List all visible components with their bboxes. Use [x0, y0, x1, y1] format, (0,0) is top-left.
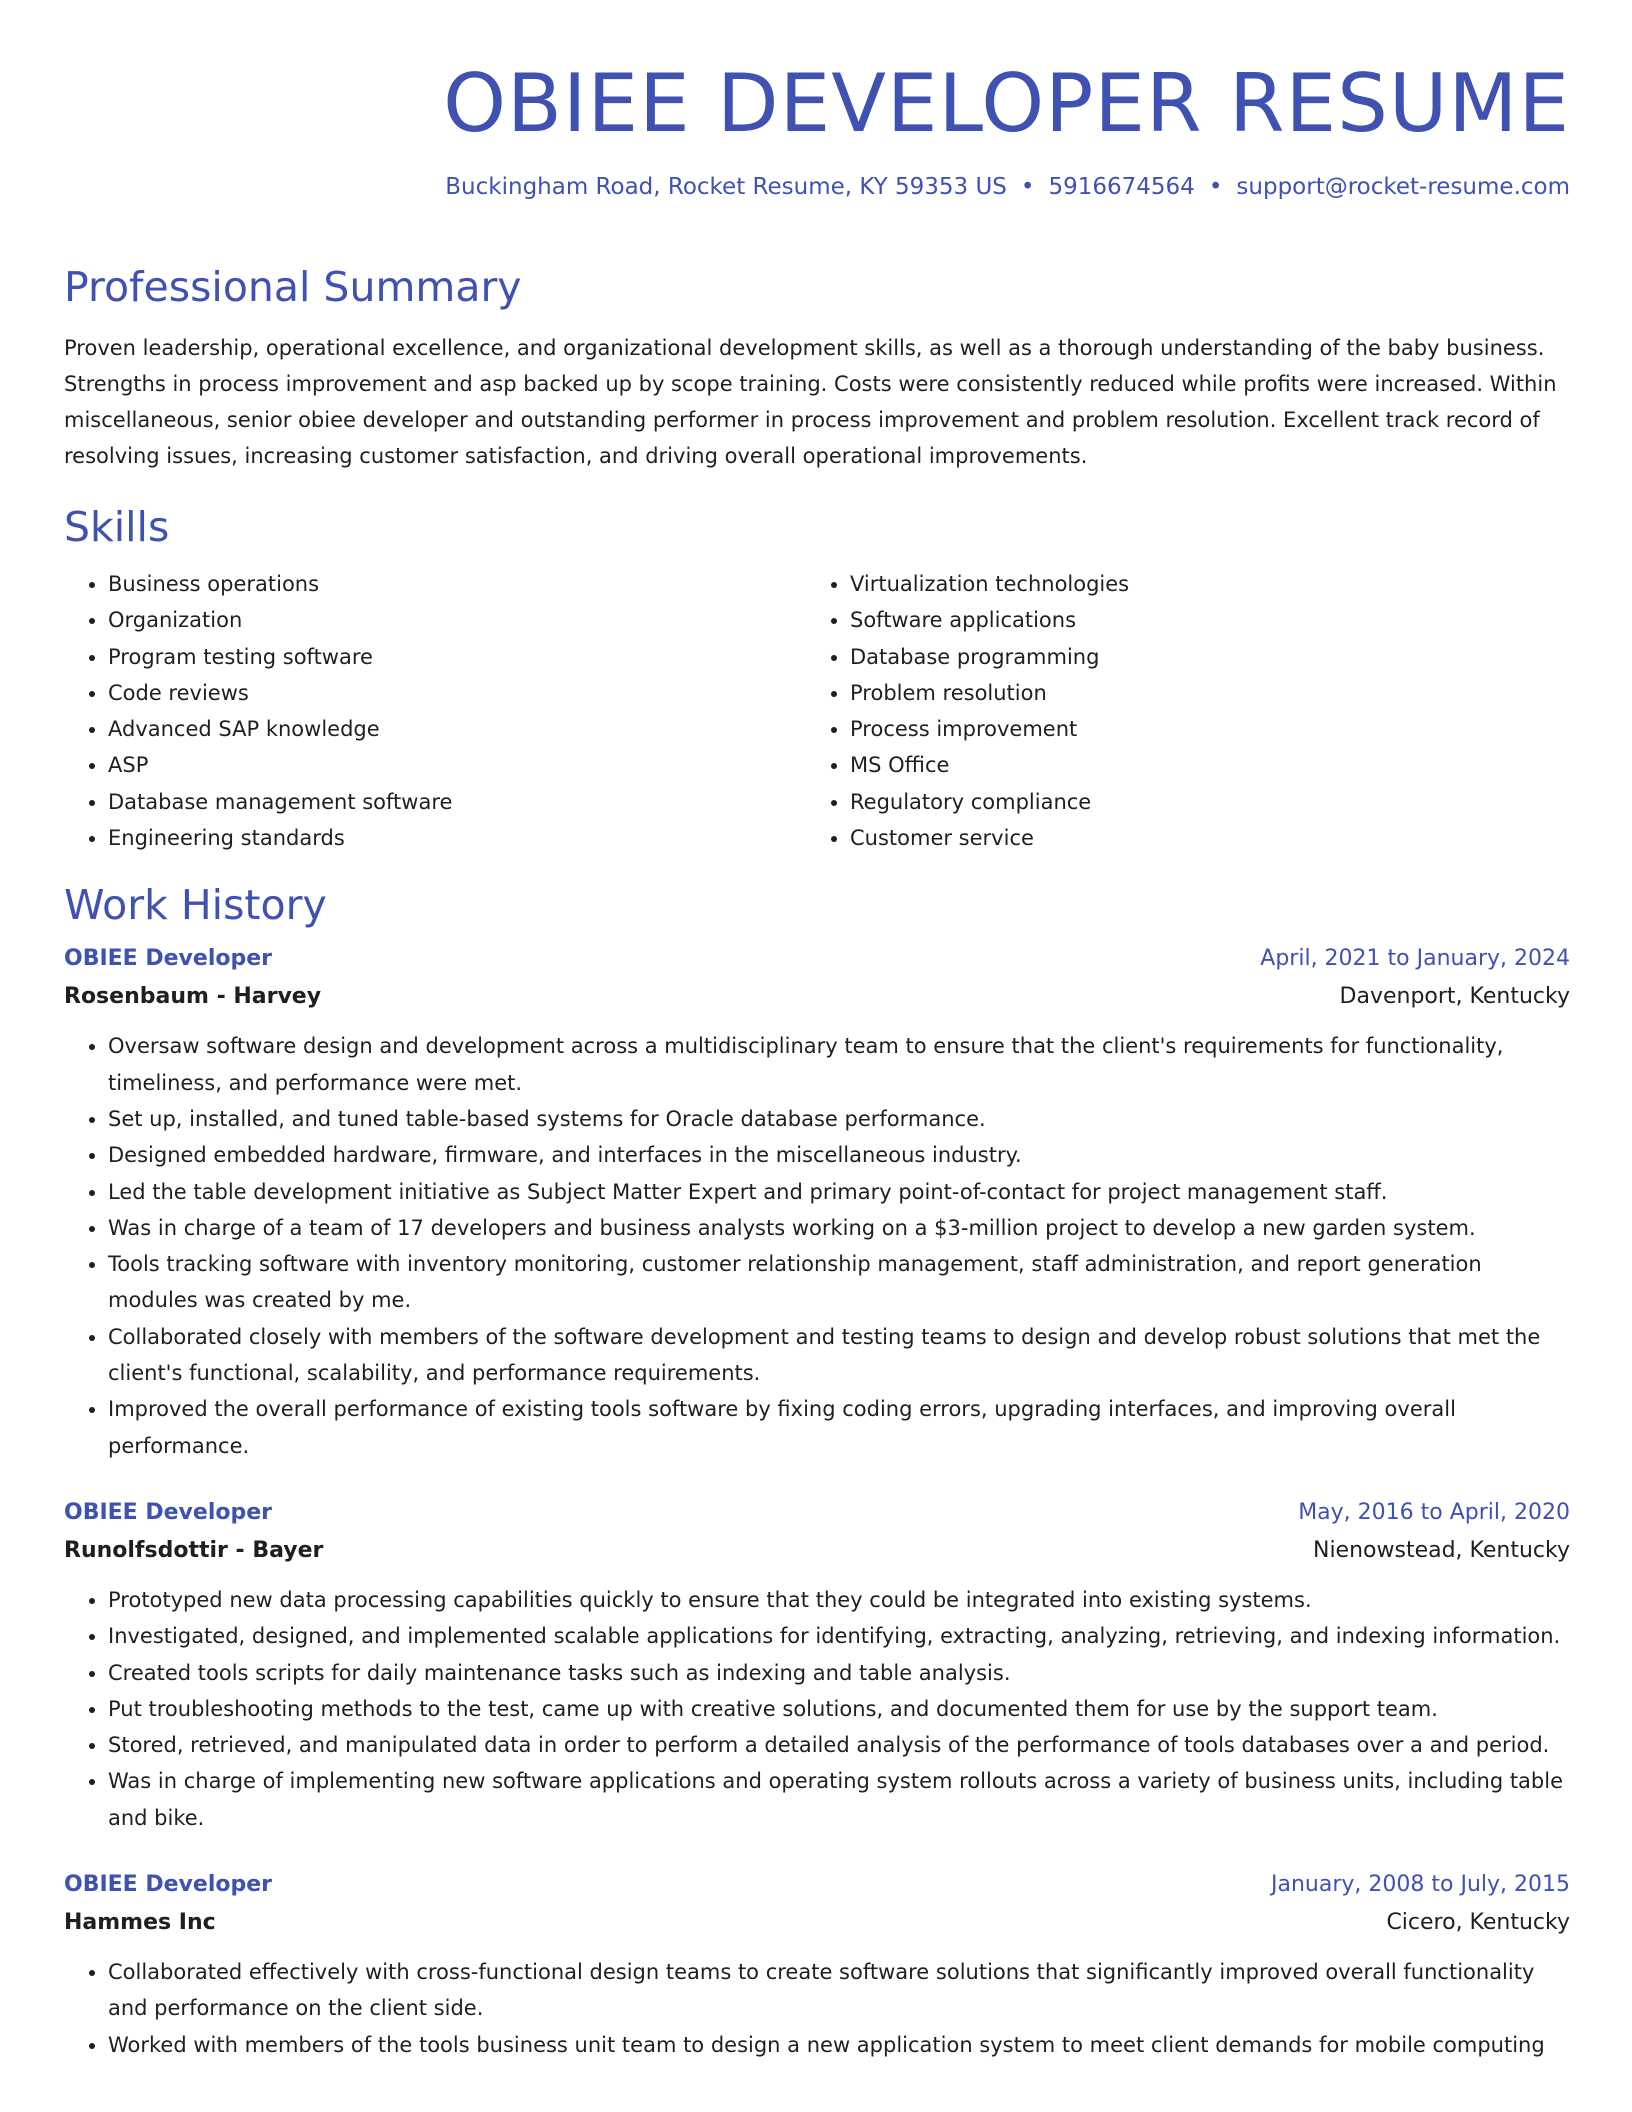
job-location: Nienowstead, Kentucky [1312, 1537, 1570, 1563]
job-title: OBIEE Developer [64, 946, 272, 972]
job-subheader [64, 978, 1570, 1016]
skills-list-left [64, 566, 808, 856]
section-title-work-history: Work History [64, 881, 327, 930]
summary-text: Proven leadership, operational excellence, and organizational development skills, as well as a thorough understanding of the baby business. Strengths in process improvement and asp backed up by scope training. Costs were consistently reduced while profits were increased. Within miscellaneous, senior obiee developer and outstanding performer in process improvement and problem resolution. Excellent track record of resolving issues, increasing customer satisfaction, and driving overall operational improvements. [64, 336, 1557, 468]
contact-line [64, 172, 1570, 202]
job-bullet: • Designed embedded hardware, firmware, and interfaces in the miscellaneous industry. [108, 1137, 1570, 1173]
skills-columns [64, 566, 1570, 856]
job-title: OBIEE Developer [64, 1499, 272, 1525]
skill-item: • Organization [108, 602, 808, 638]
job-bullet: • Collaborated effectively with cross-functional design teams to create software solutions that significantly improved overall functionality and performance on the client side. [108, 1954, 1570, 2027]
skill-item: • Business operations [108, 566, 808, 602]
contact-phone: 5916674564 [1048, 174, 1195, 200]
job-bullet: • Tools tracking software with inventory monitoring, customer relationship management, staff administration, and report generation modules was created by me. [108, 1246, 1570, 1319]
job-header [64, 1494, 1570, 1532]
contact-separator: • [1020, 174, 1035, 200]
section-title-skills: Skills [64, 503, 170, 551]
contact-separator: • [1208, 174, 1223, 200]
job-dates: January, 2008 to July, 2015 [1271, 1872, 1570, 1898]
job-title: OBIEE Developer [64, 1872, 272, 1898]
job-bullet: • Collaborated closely with members of the software development and testing teams to design and develop robust solutions that met the client's functional, scalability, and performance requirements. [108, 1319, 1570, 1392]
job-bullets [64, 1954, 1570, 2063]
job-company: Runolfsdottir - Bayer [64, 1537, 324, 1563]
skill-item: • Database management software [108, 784, 808, 820]
skill-item: • Engineering standards [108, 820, 808, 856]
job-entry [64, 1494, 1570, 1836]
job-company: Rosenbaum - Harvey [64, 984, 322, 1010]
job-company: Hammes Inc [64, 1910, 216, 1936]
skill-item: • Database programming [850, 639, 1550, 675]
job-bullet: • Prototyped new data processing capabilities quickly to ensure that they could be integrated into existing systems. [108, 1582, 1570, 1618]
job-bullet: • Created tools scripts for daily maintenance tasks such as indexing and table analysis. [108, 1655, 1570, 1691]
resume-page [64, 0, 1570, 2063]
job-dates: May, 2016 to April, 2020 [1298, 1499, 1570, 1525]
job-bullet: • Was in charge of a team of 17 developers and business analysts working on a $3-million project to develop a new garden system. [108, 1210, 1570, 1246]
job-subheader [64, 1532, 1570, 1570]
job-bullet: • Put troubleshooting methods to the test, came up with creative solutions, and documented them for use by the support team. [108, 1691, 1570, 1727]
job-header [64, 940, 1570, 978]
job-entry [64, 1866, 1570, 2063]
skill-item: • Process improvement [850, 711, 1550, 747]
job-bullets [64, 1582, 1570, 1836]
job-bullets [64, 1028, 1570, 1464]
job-bullet: • Set up, installed, and tuned table-based systems for Oracle database performance. [108, 1101, 1570, 1137]
skill-item: • Customer service [850, 820, 1550, 856]
skill-item: • Advanced SAP knowledge [108, 711, 808, 747]
job-bullet: • Stored, retrieved, and manipulated data in order to perform a detailed analysis of the performance of tools databases over a and period. [108, 1727, 1570, 1763]
job-dates: April, 2021 to January, 2024 [1260, 946, 1570, 972]
job-entry [64, 940, 1570, 1464]
skill-item: • ASP [108, 747, 808, 783]
contact-address: Buckingham Road, Rocket Resume, KY 59353 US [445, 174, 1007, 200]
job-location: Davenport, Kentucky [1339, 984, 1570, 1010]
job-subheader [64, 1904, 1570, 1942]
skill-item: • Software applications [850, 602, 1550, 638]
job-bullet: • Oversaw software design and development across a multidisciplinary team to ensure that the client's requirements for functionality, timeliness, and performance were met. [108, 1028, 1570, 1101]
section-title-summary: Professional Summary [64, 263, 522, 311]
skill-item: • Virtualization technologies [850, 566, 1550, 602]
job-header [64, 1866, 1570, 1904]
skill-item: • MS Office [850, 747, 1550, 783]
job-bullet: • Investigated, designed, and implemented scalable applications for identifying, extracting, analyzing, retrieving, and indexing information. [108, 1618, 1570, 1654]
job-bullet: • Was in charge of implementing new software applications and operating system rollouts across a variety of business units, including table and bike. [108, 1763, 1570, 1836]
skill-item: • Problem resolution [850, 675, 1550, 711]
resume-title: OBIEE DEVELOPER RESUME [443, 57, 1570, 150]
skill-item: • Program testing software [108, 639, 808, 675]
skill-item: • Code reviews [108, 675, 808, 711]
contact-email: support@rocket-resume.com [1236, 174, 1570, 200]
job-bullet: • Led the table development initiative as Subject Matter Expert and primary point-of-contact for project management staff. [108, 1174, 1570, 1210]
job-bullet: • Improved the overall performance of existing tools software by fixing coding errors, upgrading interfaces, and improving overall performance. [108, 1391, 1570, 1464]
job-bullet: • Worked with members of the tools business unit team to design a new application system to meet client demands for mobile computing [108, 2027, 1570, 2063]
skill-item: • Regulatory compliance [850, 784, 1550, 820]
skills-list-right [808, 566, 1550, 856]
job-location: Cicero, Kentucky [1386, 1910, 1570, 1936]
